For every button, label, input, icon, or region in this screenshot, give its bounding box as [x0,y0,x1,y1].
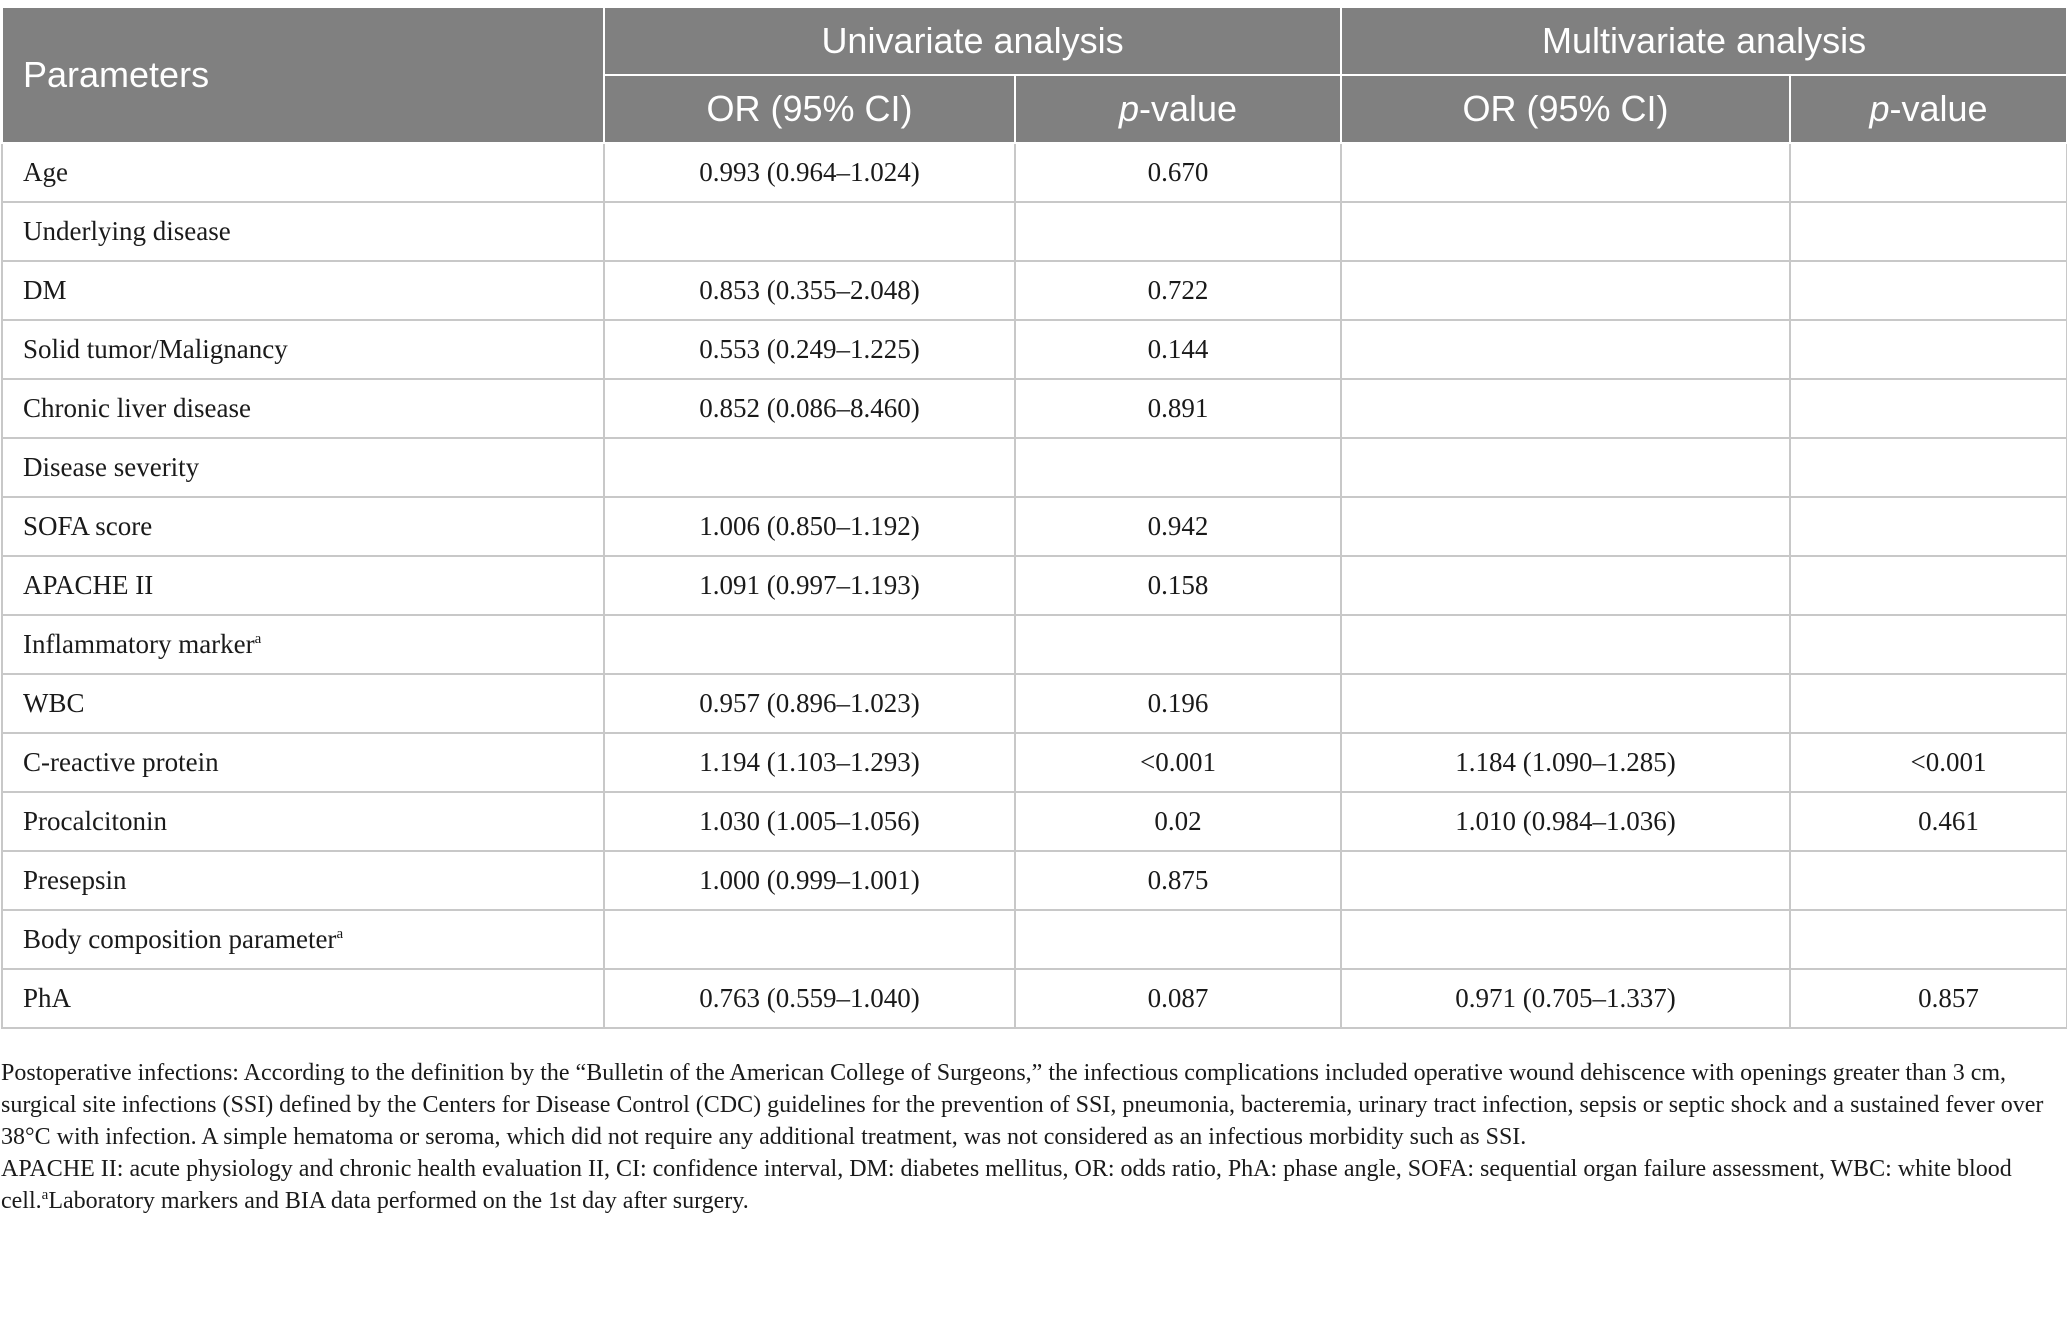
cell-uni-p [1015,910,1341,969]
cell-multi-p [1790,910,2067,969]
cell-multi-p [1790,851,2067,910]
cell-multi-or: 0.971 (0.705–1.337) [1341,969,1790,1028]
note-abbreviations-text: APACHE II: acute physiology and chronic health evaluation II, CI: confidence interval, DM: diabetes mellitus, OR: odds ratio, PhA: phase angle, SOFA: sequential organ failure assessment, WBC: white blood cell. [1,1156,2012,1214]
table-row [2,379,2067,438]
table-row [2,143,2067,202]
cell-parameter [2,792,604,851]
cell-multi-or [1341,143,1790,202]
table-row [2,910,2067,969]
table-notes [1,1057,2063,1217]
table-row [2,969,2067,1028]
header-uni-or: OR (95% CI) [604,75,1015,143]
cell-parameter [2,438,604,497]
table-row [2,320,2067,379]
note-abbreviations [1,1153,2063,1217]
p-italic: p [1869,88,1890,129]
table-header [2,8,2067,143]
cell-multi-p: <0.001 [1790,733,2067,792]
header-multi-p [1790,75,2067,143]
cell-multi-or: 1.010 (0.984–1.036) [1341,792,1790,851]
cell-multi-or [1341,851,1790,910]
cell-parameter [2,556,604,615]
table-row [2,733,2067,792]
header-parameters: Parameters [2,8,604,143]
footnote-marker: a [254,631,262,647]
cell-uni-or [604,438,1015,497]
parameter-label: Body composition parameter [23,924,337,954]
cell-uni-p: 0.722 [1015,261,1341,320]
cell-multi-or [1341,910,1790,969]
cell-multi-p [1790,615,2067,674]
cell-uni-or [604,910,1015,969]
cell-uni-p [1015,202,1341,261]
cell-multi-p: 0.461 [1790,792,2067,851]
cell-uni-p [1015,438,1341,497]
cell-uni-p: 0.891 [1015,379,1341,438]
cell-uni-p: 0.942 [1015,497,1341,556]
cell-parameter [2,969,604,1028]
cell-uni-p: 0.144 [1015,320,1341,379]
footnote-marker: a [336,926,344,942]
table-row [2,674,2067,733]
table-row [2,202,2067,261]
cell-multi-or [1341,674,1790,733]
cell-multi-or [1341,497,1790,556]
cell-uni-p [1015,615,1341,674]
cell-multi-or [1341,438,1790,497]
cell-uni-or: 1.194 (1.103–1.293) [604,733,1015,792]
table-row [2,851,2067,910]
header-row-groups [2,8,2067,75]
cell-uni-p: 0.875 [1015,851,1341,910]
parameter-label: PhA [23,983,72,1013]
parameter-label: WBC [23,688,85,718]
header-multivariate: Multivariate analysis [1341,8,2067,75]
cell-uni-or: 0.553 (0.249–1.225) [604,320,1015,379]
table-row [2,497,2067,556]
parameter-label: Procalcitonin [23,806,167,836]
footnote-marker: a [41,1187,49,1203]
cell-uni-or: 0.853 (0.355–2.048) [604,261,1015,320]
cell-multi-p [1790,320,2067,379]
cell-uni-p: 0.670 [1015,143,1341,202]
cell-parameter [2,733,604,792]
cell-multi-or [1341,556,1790,615]
note-definition: Postoperative infections: According to the definition by the “Bulletin of the American College of Surgeons,” the infectious complications included operative wound dehiscence with openings greater than 3 cm, surgical site infections (SSI) defined by the Centers for Disease Control (CDC) guidelines for the prevention of SSI, pneumonia, bacteremia, urinary tract infection, sepsis or septic shock and a sustained fever over 38°C with infection. A simple hematoma or seroma, which did not require any additional treatment, was not considered as an infectious morbidity such as SSI. [1,1060,2044,1150]
p-suffix: -value [1138,88,1238,129]
parameter-label: SOFA score [23,511,153,541]
cell-uni-or [604,202,1015,261]
note-footnote-text: Laboratory markers and BIA data performed on the 1st day after surgery. [48,1188,749,1214]
cell-multi-or [1341,615,1790,674]
p-suffix: -value [1889,88,1988,129]
cell-multi-or: 1.184 (1.090–1.285) [1341,733,1790,792]
table-row [2,792,2067,851]
cell-multi-p [1790,261,2067,320]
cell-multi-p [1790,556,2067,615]
cell-uni-or: 0.763 (0.559–1.040) [604,969,1015,1028]
cell-multi-or [1341,320,1790,379]
cell-multi-p [1790,438,2067,497]
cell-uni-or: 1.091 (0.997–1.193) [604,556,1015,615]
cell-multi-p: 0.857 [1790,969,2067,1028]
header-univariate: Univariate analysis [604,8,1341,75]
cell-parameter [2,910,604,969]
cell-parameter [2,379,604,438]
header-multi-or: OR (95% CI) [1341,75,1790,143]
cell-uni-p: 0.196 [1015,674,1341,733]
table-row [2,556,2067,615]
table-row [2,438,2067,497]
table-body [2,143,2067,1028]
cell-parameter [2,851,604,910]
regression-table [1,8,2067,1029]
table-row [2,615,2067,674]
cell-parameter [2,674,604,733]
parameter-label: APACHE II [23,570,154,600]
cell-parameter [2,143,604,202]
cell-uni-p: 0.087 [1015,969,1341,1028]
cell-multi-p [1790,379,2067,438]
cell-uni-p: <0.001 [1015,733,1341,792]
table-row [2,261,2067,320]
cell-multi-or [1341,261,1790,320]
cell-uni-p: 0.02 [1015,792,1341,851]
parameter-label: Inflammatory marker [23,629,255,659]
cell-parameter [2,320,604,379]
cell-parameter [2,202,604,261]
parameter-label: Presepsin [23,865,127,895]
cell-uni-or: 1.006 (0.850–1.192) [604,497,1015,556]
cell-uni-or: 0.957 (0.896–1.023) [604,674,1015,733]
cell-parameter [2,497,604,556]
cell-uni-or: 1.000 (0.999–1.001) [604,851,1015,910]
cell-multi-p [1790,143,2067,202]
parameter-label: Chronic liver disease [23,393,251,423]
cell-multi-p [1790,674,2067,733]
cell-parameter [2,261,604,320]
cell-multi-p [1790,202,2067,261]
parameter-label: Underlying disease [23,216,231,246]
cell-parameter [2,615,604,674]
cell-uni-or [604,615,1015,674]
cell-multi-or [1341,202,1790,261]
cell-multi-or [1341,379,1790,438]
parameter-label: Solid tumor/Malignancy [23,334,288,364]
cell-multi-p [1790,497,2067,556]
cell-uni-or: 0.852 (0.086–8.460) [604,379,1015,438]
parameter-label: Disease severity [23,452,200,482]
cell-uni-or: 1.030 (1.005–1.056) [604,792,1015,851]
header-uni-p [1015,75,1341,143]
p-italic: p [1118,88,1139,129]
document [0,8,2067,1217]
cell-uni-p: 0.158 [1015,556,1341,615]
parameter-label: Age [23,157,68,187]
parameter-label: DM [23,275,67,305]
cell-uni-or: 0.993 (0.964–1.024) [604,143,1015,202]
parameter-label: C-reactive protein [23,747,219,777]
